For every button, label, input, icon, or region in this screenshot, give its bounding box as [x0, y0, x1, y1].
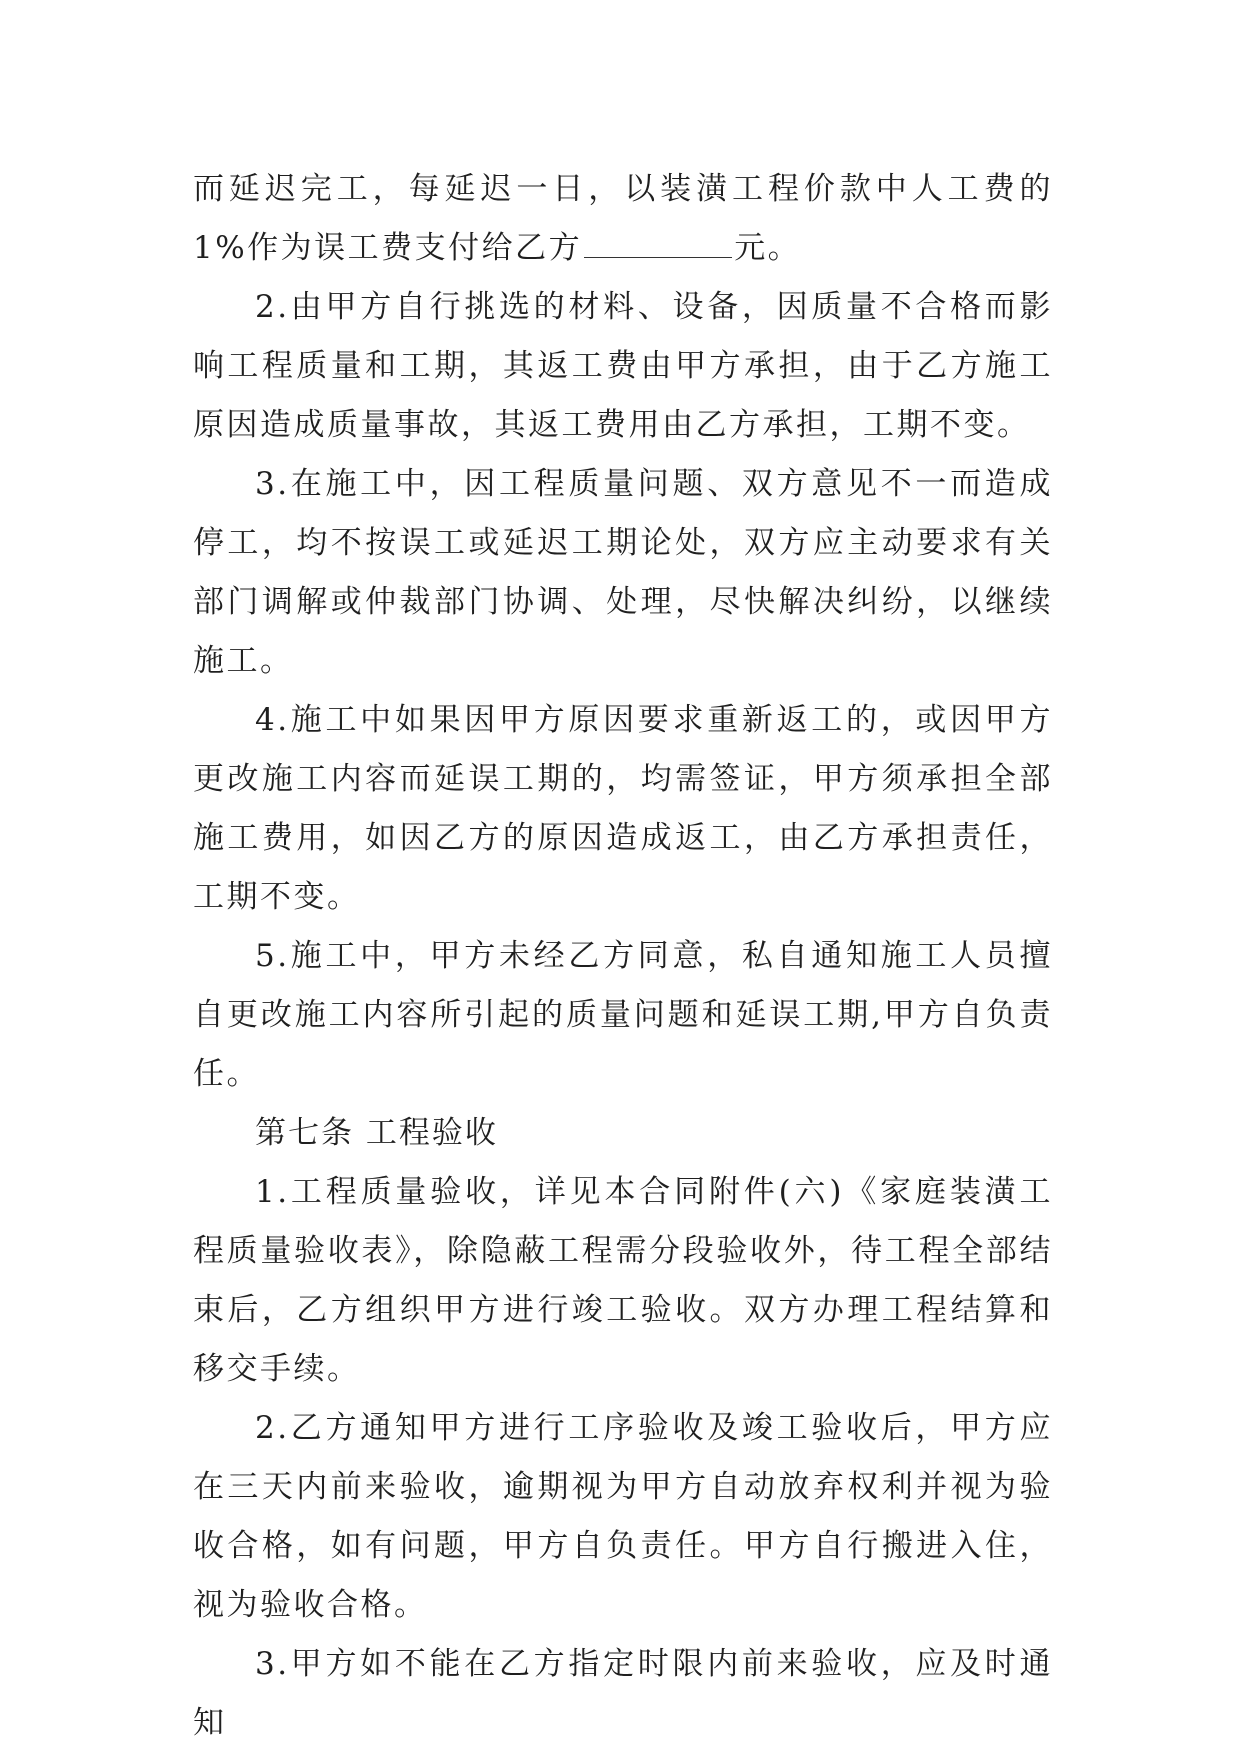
paragraph-clause-5: 5.施工中，甲方未经乙方同意，私自通知施工人员擅自更改施工内容所引起的质量问题和延误工期,甲方自负责任。 — [193, 938, 1053, 1092]
paragraph-text: 元。 — [734, 230, 802, 266]
document-body — [193, 160, 1053, 1753]
paragraph-clause-3: 3.在施工中，因工程质量问题、双方意见不一而造成停工，均不按误工或延迟工期论处，双方应主动要求有关部门调解或仲裁部门协调、处理，尽快解决纠纷，以继续施工。 — [193, 466, 1053, 679]
paragraph-acceptance-1: 1.工程质量验收，详见本合同附件(六)《家庭装潢工程质量验收表》，除隐蔽工程需分段验收外，待工程全部结束后，乙方组织甲方进行竣工验收。双方办理工程结算和移交手续。 — [193, 1174, 1053, 1387]
paragraph-delay-penalty — [193, 160, 1053, 278]
paragraph-acceptance-2: 2.乙方通知甲方进行工序验收及竣工验收后，甲方应在三天内前来验收，逾期视为甲方自动放弃权利并视为验收合格，如有问题，甲方自负责任。甲方自行搬进入住，视为验收合格。 — [193, 1410, 1053, 1623]
section-heading-article-7: 第七条 工程验收 — [255, 1115, 498, 1151]
paragraph-acceptance-3: 3.甲方如不能在乙方指定时限内前来验收，应及时通知 — [193, 1646, 1053, 1741]
paragraph-clause-4: 4.施工中如果因甲方原因要求重新返工的，或因甲方更改施工内容而延误工期的，均需签证，甲方须承担全部施工费用，如因乙方的原因造成返工，由乙方承担责任，工期不变。 — [193, 702, 1053, 915]
amount-blank-field[interactable] — [584, 233, 732, 258]
paragraph-text: 而延迟完工，每延迟一日，以装潢工程价款中人工费的 1%作为误工费支付给乙方 — [193, 171, 1053, 266]
paragraph-clause-2: 2.由甲方自行挑选的材料、设备，因质量不合格而影响工程质量和工期，其返工费由甲方承担，由于乙方施工原因造成质量事故，其返工费用由乙方承担，工期不变。 — [193, 289, 1053, 443]
